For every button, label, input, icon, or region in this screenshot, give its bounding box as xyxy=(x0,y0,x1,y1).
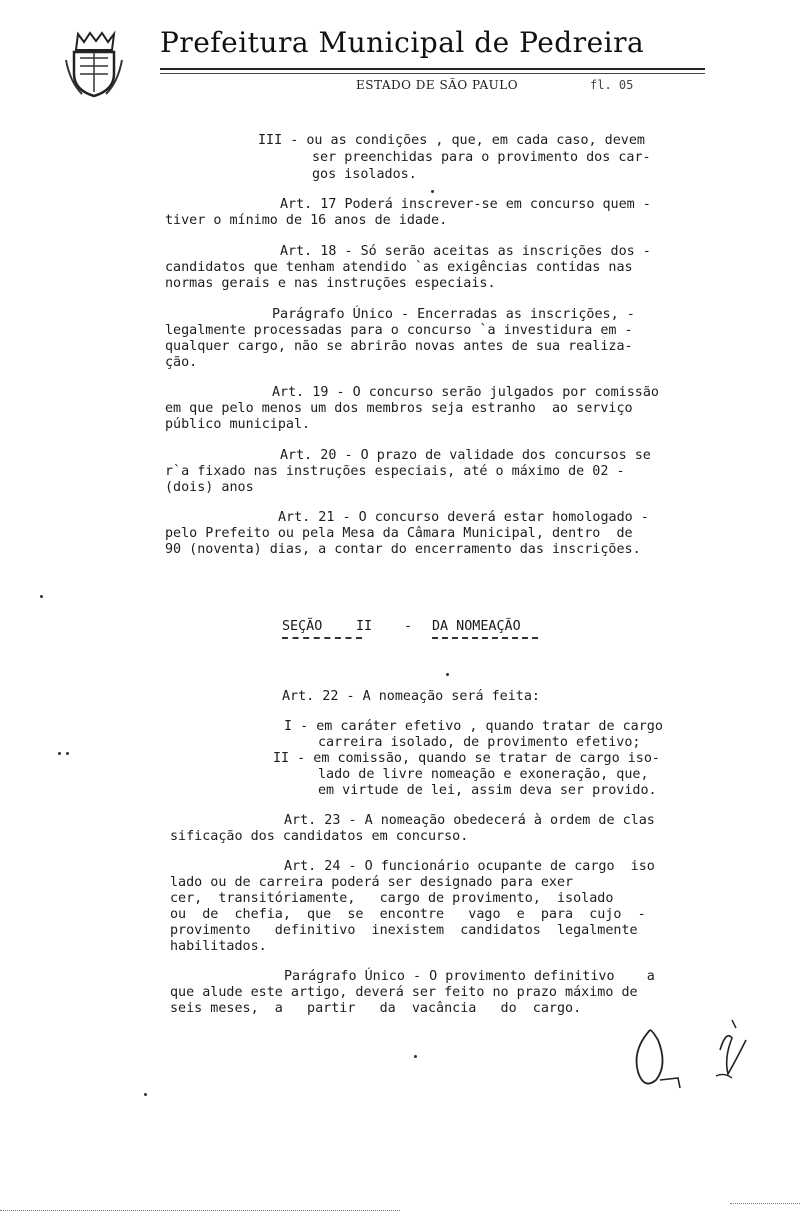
section-label: SEÇÃO xyxy=(282,619,323,634)
page-title: Prefeitura Municipal de Pedreira xyxy=(160,26,645,59)
text-line: Art. 17 Poderá inscrever-se em concurso quem - xyxy=(280,197,651,212)
text-line: em que pelo menos um dos membros seja estranho ao serviço xyxy=(165,401,633,416)
text-line: que alude este artigo, deverá ser feito no prazo máximo de xyxy=(170,985,638,1000)
text-line: habilitados. xyxy=(170,939,267,954)
scan-edge xyxy=(730,1203,800,1205)
text-line: em virtude de lei, assim deva ser provido. xyxy=(318,783,657,798)
text-line: pelo Prefeito ou pela Mesa da Câmara Municipal, dentro de xyxy=(165,526,633,541)
title-divider-thin xyxy=(160,73,705,74)
scan-speck xyxy=(414,1055,417,1058)
scan-speck xyxy=(66,752,69,755)
text-line: Art. 19 - O concurso serão julgados por comissão xyxy=(272,385,659,400)
text-line: legalmente processadas para o concurso `a investidura em - xyxy=(165,323,633,338)
scan-speck xyxy=(58,752,61,755)
text-line: Art. 21 - O concurso deverá estar homologado - xyxy=(278,510,649,525)
text-line: II - em comissão, quando se tratar de cargo iso- xyxy=(273,751,660,766)
text-line: público municipal. xyxy=(165,417,311,432)
municipal-crest-icon xyxy=(64,30,124,100)
text-line: provimento definitivo inexistem candidatos legalmente xyxy=(170,923,638,938)
section-underline xyxy=(282,637,362,639)
text-line: lado de livre nomeação e exoneração, que, xyxy=(318,767,649,782)
text-line: qualquer cargo, não se abrirão novas antes de sua realiza- xyxy=(165,339,633,354)
text-line: Parágrafo Único - O provimento definitivo a xyxy=(284,969,655,984)
text-line: Art. 23 - A nomeação obedecerá à ordem de clas xyxy=(284,813,655,828)
title-divider xyxy=(160,68,705,70)
scan-edge xyxy=(0,1210,400,1212)
scan-speck xyxy=(144,1093,147,1096)
section-number: II xyxy=(356,619,373,634)
text-line: gos isolados. xyxy=(312,167,417,182)
text-line: Art. 22 - A nomeação será feita: xyxy=(282,689,540,704)
text-line: I - em caráter efetivo , quando tratar de cargo xyxy=(284,719,663,734)
section-title: DA NOMEAÇÃO xyxy=(432,619,521,634)
text-line: tiver o mínimo de 16 anos de idade. xyxy=(165,213,448,228)
text-line: (dois) anos xyxy=(165,480,254,495)
state-subtitle: ESTADO DE SÃO PAULO xyxy=(356,78,519,92)
section-dash: - xyxy=(404,619,413,634)
text-line: Art. 18 - Só serão aceitas as inscrições dos - xyxy=(280,244,651,259)
text-line: sificação dos candidatos em concurso. xyxy=(170,829,469,844)
text-line: seis meses, a partir da vacância do cargo. xyxy=(170,1001,582,1016)
text-line: ser preenchidas para o provimento dos car- xyxy=(312,150,651,165)
text-line: Parágrafo Único - Encerradas as inscrições, - xyxy=(272,307,635,322)
text-line: III - ou as condições , que, em cada caso, devem xyxy=(258,133,645,148)
folio-number: fl. 05 xyxy=(590,78,634,92)
scan-speck xyxy=(446,673,449,676)
text-line: normas gerais e nas instruções especiais. xyxy=(165,276,496,291)
text-line: ção. xyxy=(165,355,198,370)
section-underline xyxy=(432,637,538,639)
text-line: Art. 20 - O prazo de validade dos concursos se xyxy=(280,448,651,463)
text-line: carreira isolado, de provimento efetivo; xyxy=(318,735,641,750)
text-line: 90 (noventa) dias, a contar do encerramento das inscrições. xyxy=(165,542,641,557)
signature xyxy=(620,1010,770,1100)
text-line: candidatos que tenham atendido `as exigências contidas nas xyxy=(165,260,633,275)
scan-speck xyxy=(40,595,43,598)
text-line: Art. 24 - O funcionário ocupante de cargo iso xyxy=(284,859,655,874)
text-line: ou de chefia, que se encontre vago e para cujo - xyxy=(170,907,646,922)
text-line: r`a fixado nas instruções especiais, até o máximo de 02 - xyxy=(165,464,625,479)
scan-speck xyxy=(431,190,434,193)
text-line: cer, transitóriamente, cargo de provimento, isolado xyxy=(170,891,614,906)
text-line: lado ou de carreira poderá ser designado para exer xyxy=(170,875,574,890)
